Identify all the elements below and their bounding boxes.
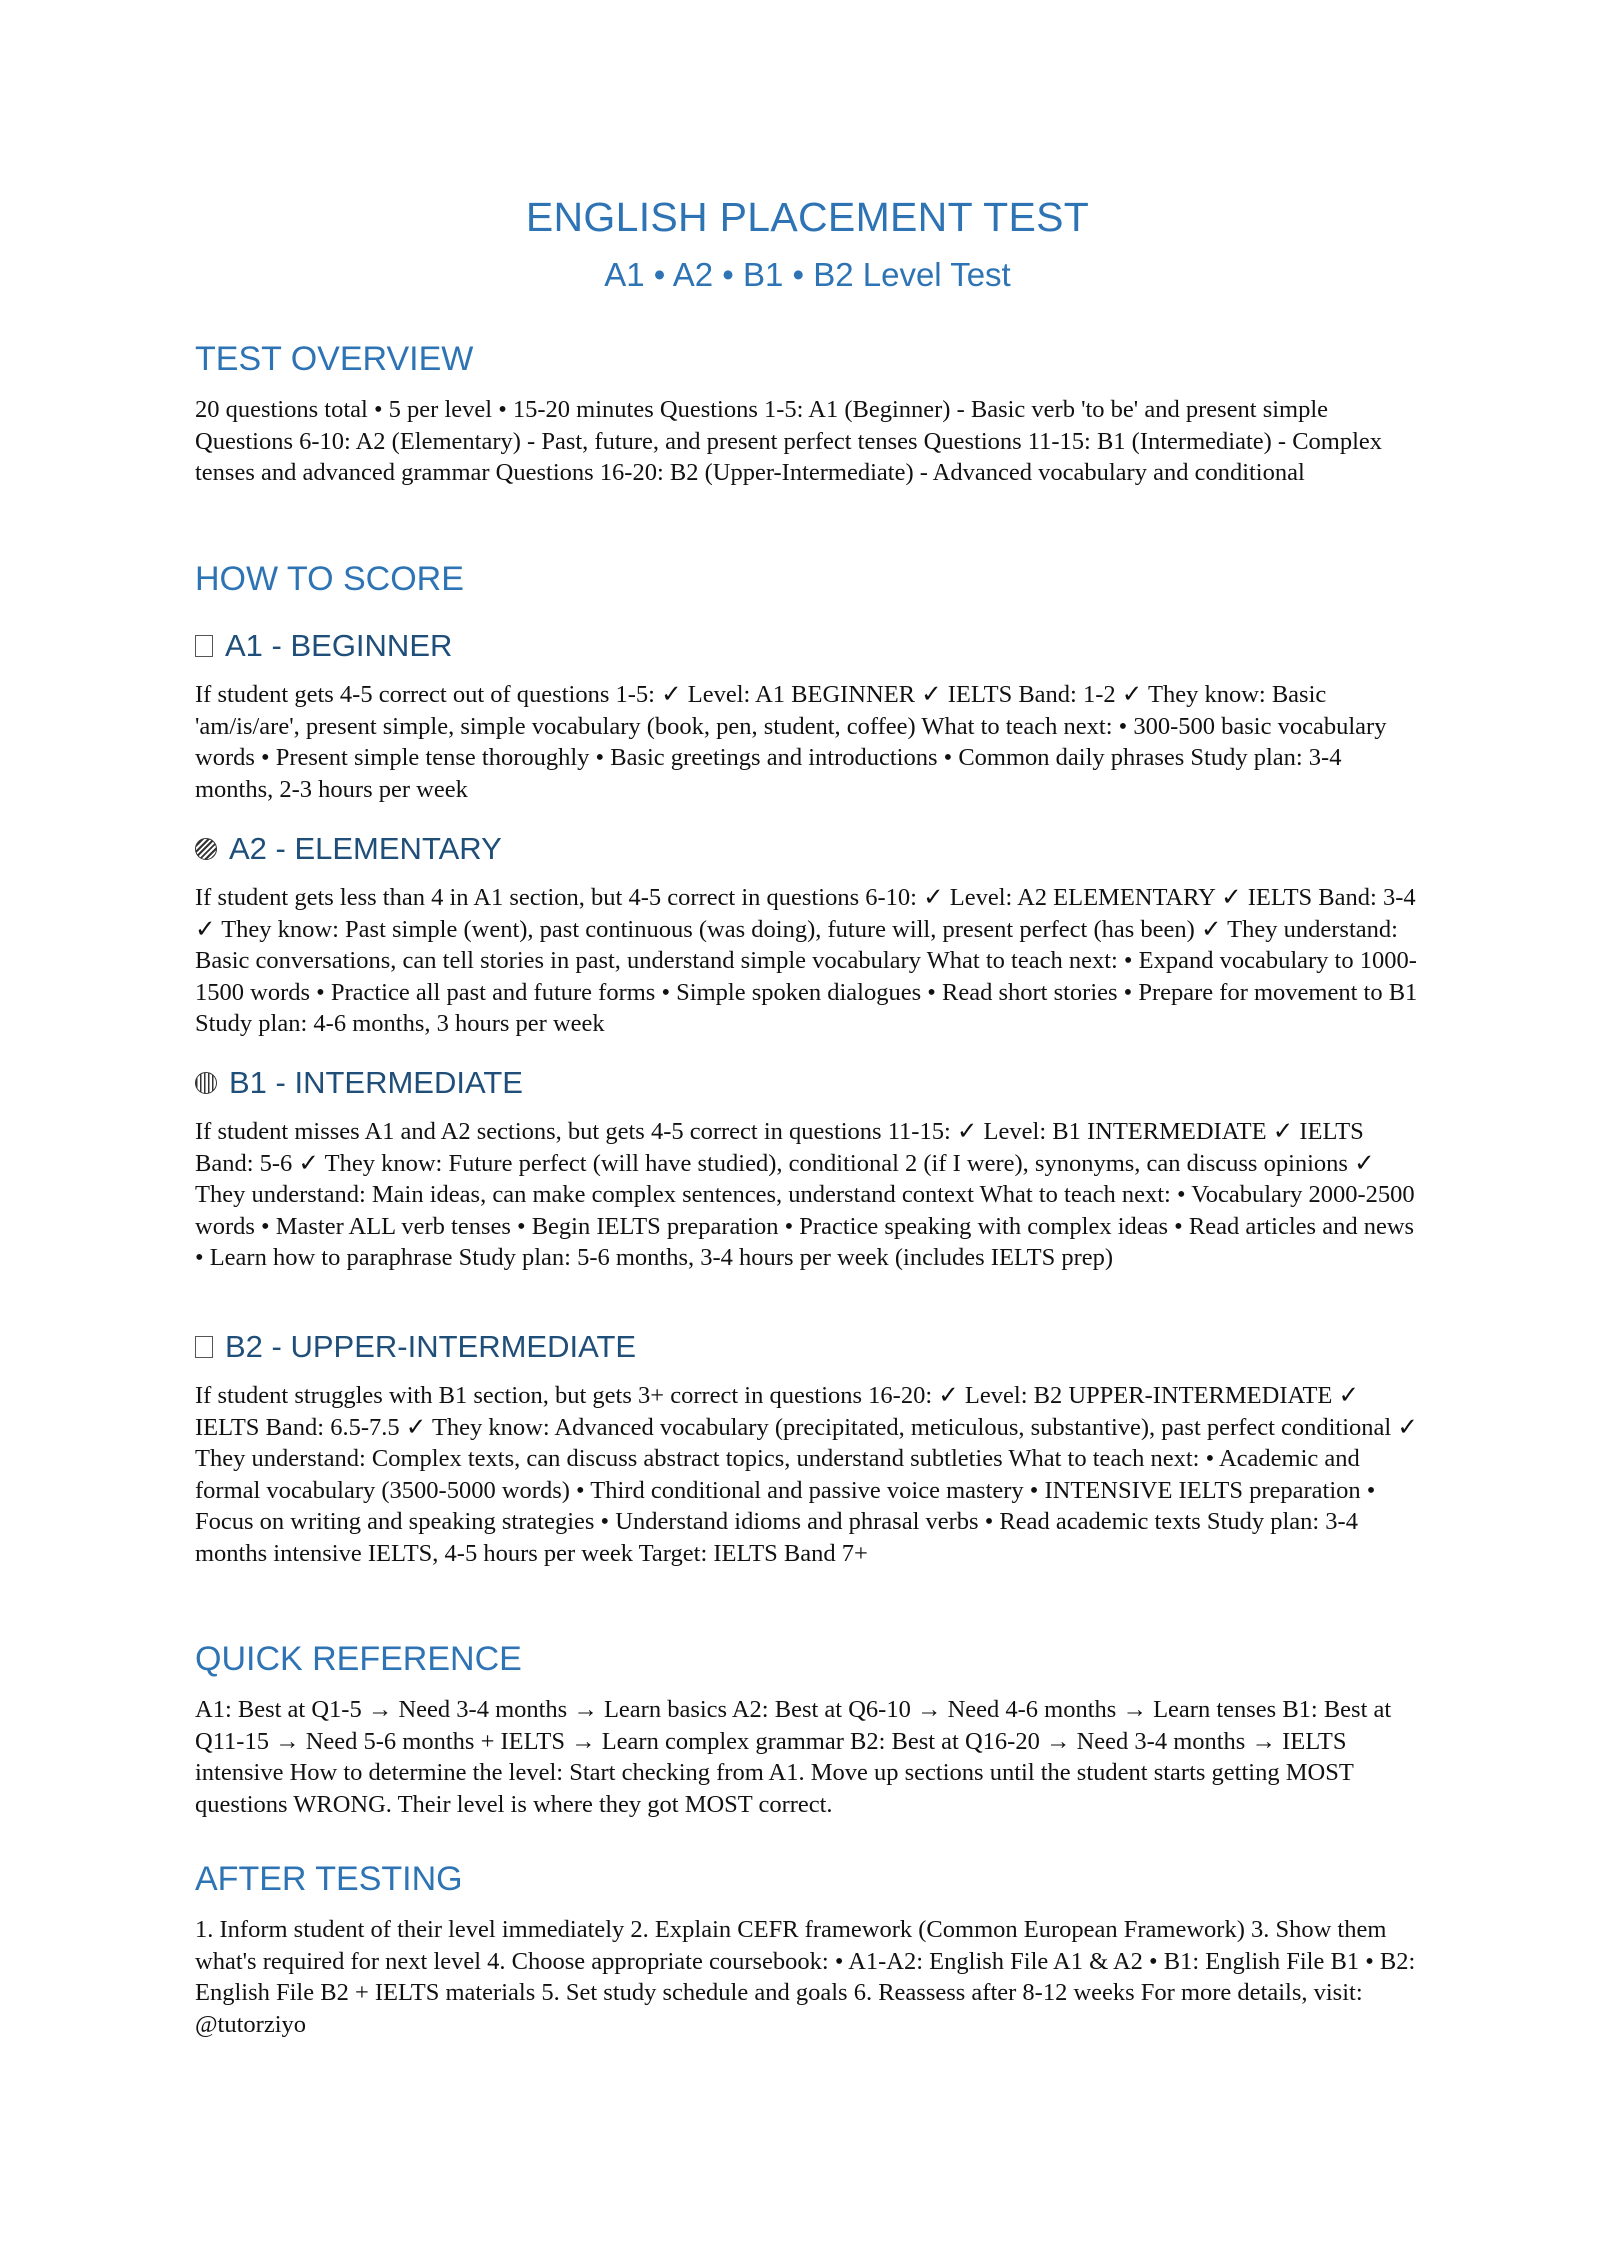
section-heading-quick-reference: QUICK REFERENCE [195, 1640, 522, 1678]
level-heading-b1 [195, 1065, 523, 1101]
page-subtitle: A1 • A2 • B1 • B2 Level Test [604, 256, 1011, 293]
level-text-b1: If student misses A1 and A2 sections, but gets 4-5 correct in questions 11-15: ✓ Level: B1 INTERMEDIATE ✓ IELTS Band: 5-6 ✓ They know: Future perfect (will have studied), conditional 2 (if I were), synonyms, can discuss opinions ✓ They understand: Main ideas, can make complex sentences, understand context What to teach next: • Vocabulary 2000-2500 words • Master ALL verb tenses • Begin IELTS preparation • Practice speaking with complex ideas • Read articles and news • Learn how to paraphrase Study plan: 5-6 months, 3-4 hours per week (includes IELTS prep) [195, 1118, 1415, 1271]
level-title-b1: B1 - INTERMEDIATE [229, 1065, 523, 1100]
level-title-a2: A2 - ELEMENTARY [229, 831, 502, 866]
level-title-b2: B2 - UPPER-INTERMEDIATE [225, 1329, 637, 1364]
level-heading-a1 [195, 628, 452, 664]
page-title: ENGLISH PLACEMENT TEST [525, 194, 1090, 240]
quick-reference-text: A1: Best at Q1-5 → Need 3-4 months → Learn basics A2: Best at Q6-10 → Need 4-6 months → Learn tenses B1: Best at Q11-15 → Need 5-6 months + IELTS → Learn complex grammar B2: Best at Q16-20 → Need 3-4 months → IELTS intensive How to determine the level: Start checking from A1. Move up sections until the student starts getting MOST questions WRONG. Their level is where they got MOST correct. [195, 1696, 1392, 1818]
level-text-a1: If student gets 4-5 correct out of questions 1-5: ✓ Level: A1 BEGINNER ✓ IELTS Band: 1-2 ✓ They know: Basic 'am/is/are', present simple, simple vocabulary (book, pen, student, coffee) What to teach next: • 300-500 basic vocabulary words • Present simple tense thoroughly • Basic greetings and introductions • Common daily phrases Study plan: 3-4 months, 2-3 hours per week [195, 681, 1387, 803]
square-box-icon [195, 1336, 213, 1358]
level-heading-a2 [195, 831, 502, 867]
after-testing-text: 1. Inform student of their level immediately 2. Explain CEFR framework (Common European Framework) 3. Show them what's required for next level 4. Choose appropriate coursebook: • A1-A2: English File A1 & A2 • B1: English File B1 • B2: English File B2 + IELTS materials 5. Set study schedule and goals 6. Reassess after 8-12 weeks For more details, visit: @tutorziyo [195, 1916, 1416, 2038]
level-title-a1: A1 - BEGINNER [225, 628, 453, 663]
level-text-a2: If student gets less than 4 in A1 section, but 4-5 correct in questions 6-10: ✓ Level: A2 ELEMENTARY ✓ IELTS Band: 3-4 ✓ They know: Past simple (went), past continuous (was doing), future will, present perfect (has been) ✓ They understand: Basic conversations, can tell stories in past, understand simple vocabulary What to teach next: • Expand vocabulary to 1000-1500 words • Practice all past and future forms • Simple spoken dialogues • Read short stories • Prepare for movement to B1 Study plan: 4-6 months, 3 hours per week [195, 884, 1418, 1037]
striped-circle-icon [195, 1072, 217, 1094]
overview-text: 20 questions total • 5 per level • 15-20 minutes Questions 1-5: A1 (Beginner) - Basic verb 'to be' and present simple Questions 6-10: A2 (Elementary) - Past, future, and present perfect tenses Questions 11-15: B1 (Intermediate) - Complex tenses and advanced grammar Questions 16-20: B2 (Upper-Intermediate) - Advanced vocabulary and conditional [195, 396, 1383, 486]
section-heading-scoring: HOW TO SCORE [195, 560, 464, 598]
section-heading-after-testing: AFTER TESTING [195, 1860, 463, 1898]
hatched-circle-icon [195, 838, 217, 860]
section-heading-overview: TEST OVERVIEW [195, 340, 474, 378]
level-heading-b2 [195, 1329, 636, 1365]
square-box-icon [195, 635, 213, 657]
level-text-b2: If student struggles with B1 section, but gets 3+ correct in questions 16-20: ✓ Level: B2 UPPER-INTERMEDIATE ✓ IELTS Band: 6.5-7.5 ✓ They know: Advanced vocabulary (precipitated, meticulous, substantive), past perfect conditional ✓ They understand: Complex texts, can discuss abstract topics, understand subtleties What to teach next: • Academic and formal vocabulary (3500-5000 words) • Third conditional and passive voice mastery • INTENSIVE IELTS preparation • Focus on writing and speaking strategies • Understand idioms and phrasal verbs • Read academic texts Study plan: 3-4 months intensive IELTS, 4-5 hours per week Target: IELTS Band 7+ [195, 1382, 1418, 1567]
